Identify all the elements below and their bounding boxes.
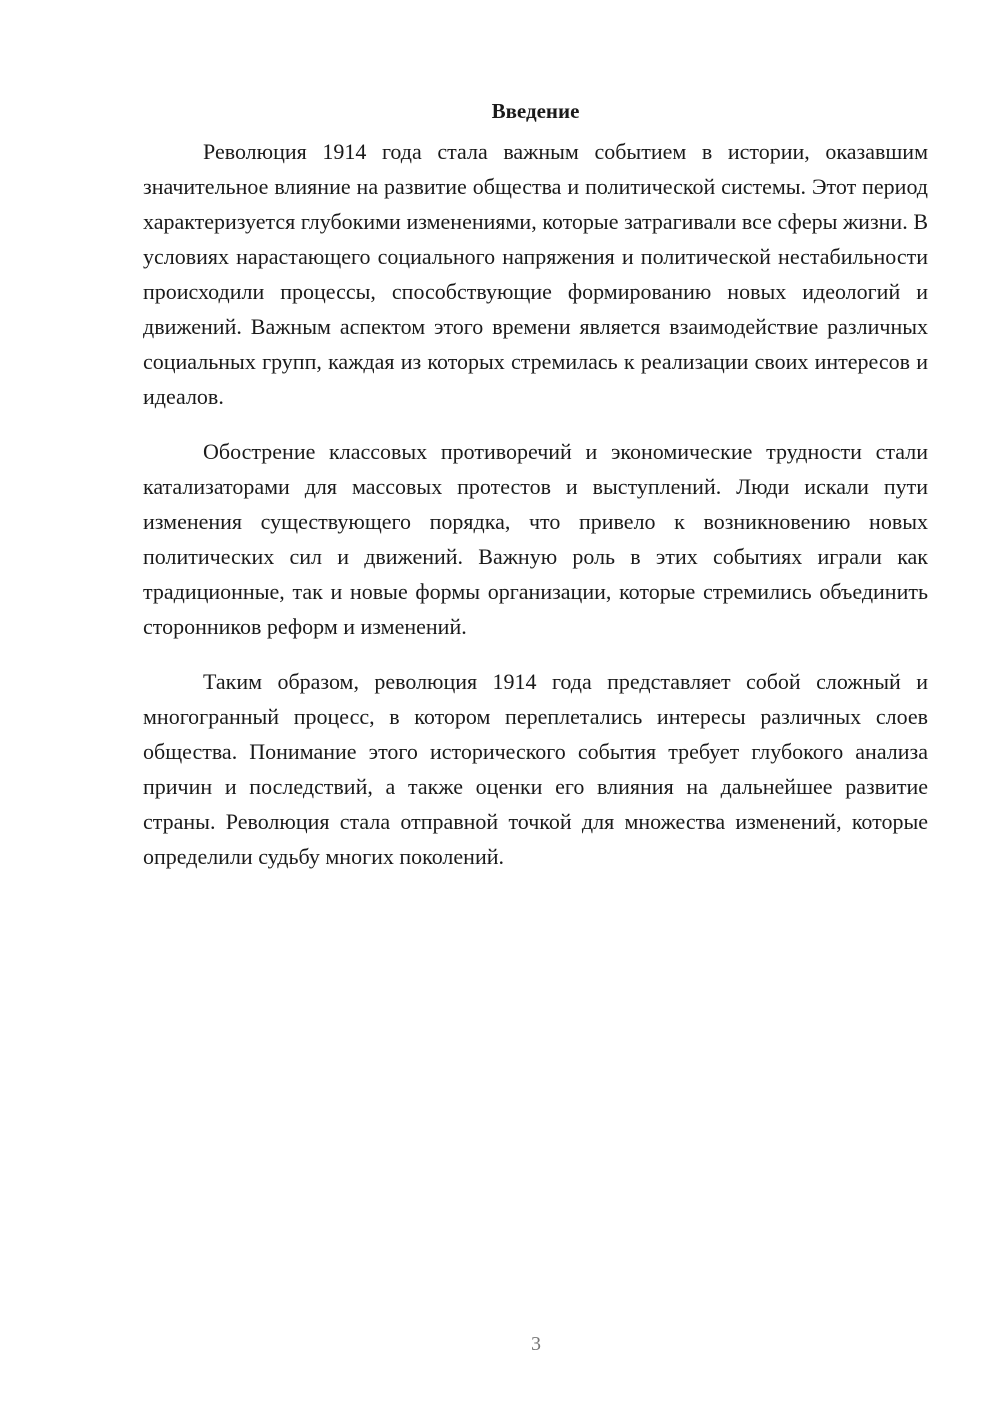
page-content	[143, 96, 928, 894]
paragraph-3: Таким образом, революция 1914 года представляет собой сложный и многогранный процесс, в котором переплетались интересы различных слоев общества. Понимание этого исторического события требует глубокого анализа причин и последствий, а также оценки его влияния на дальнейшее развитие страны. Революция стала отправной точкой для множества изменений, которые определили судьбу многих поколений.	[143, 669, 928, 869]
section-title: Введение	[491, 99, 580, 123]
page-number: 3	[531, 1333, 541, 1355]
paragraph-1: Революция 1914 года стала важным событием в истории, оказавшим значительное влияние на развитие общества и политической системы. Этот период характеризуется глубокими изменениями, которые затрагивали все сферы жизни. В условиях нарастающего социального напряжения и политической нестабильности происходили процессы, способствующие формированию новых идеологий и движений. Важным аспектом этого времени является взаимодействие различных социальных групп, каждая из которых стремилась к реализации своих интересов и идеалов.	[143, 139, 928, 409]
paragraph-2: Обострение классовых противоречий и экономические трудности стали катализаторами для массовых протестов и выступлений. Люди искали пути изменения существующего порядка, что привело к возникновению новых политических сил и движений. Важную роль в этих событиях играли как традиционные, так и новые формы организации, которые стремились объединить сторонников реформ и изменений.	[143, 439, 928, 639]
